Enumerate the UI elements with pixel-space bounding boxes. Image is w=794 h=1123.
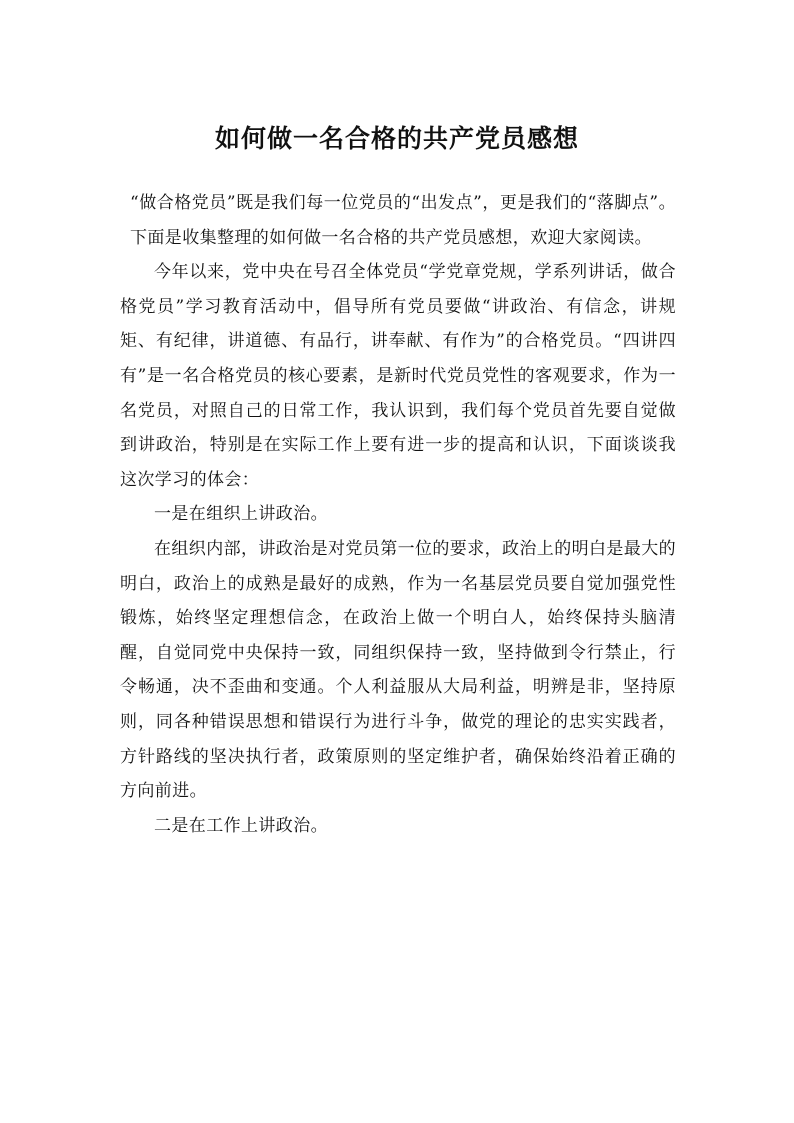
body-paragraph: 今年以来，党中央在号召全体党员“学党章党规，学系列讲话，做合格党员”学习教育活动中，倡导所有党员要做“讲政治、有信念，讲规矩、有纪律，讲道德、有品行，讲奉献、有作为”的合格党员。“四讲四有”是一名合格党员的核心要素，是新时代党员党性的客观要求，作为一名党员，对照自己的日常工作，我认识到，我们每个党员首先要自觉做到讲政治，特别是在实际工作上要有进一步的提高和认识，下面谈谈我这次学习的体会：: [120, 262, 676, 490]
section-heading-paragraph: 一是在组织上讲政治。: [154, 504, 328, 525]
intro-paragraph: “做合格党员”既是我们每一位党员的“出发点”，更是我们的“落脚点”。下面是收集整理的如何做一名合格的共产党员感想，欢迎大家阅读。: [130, 193, 676, 248]
section-heading-paragraph: 二是在工作上讲政治。: [154, 815, 328, 836]
body-paragraph: 在组织内部，讲政治是对党员第一位的要求，政治上的明白是最大的明白，政治上的成熟是最好的成熟，作为一名基层党员要自觉加强党性锻炼，始终坚定理想信念，在政治上做一个明白人，始终保持头脑清醒，自觉同党中央保持一致，同组织保持一致，坚持做到令行禁止，行令畅通，决不歪曲和变通。个人利益服从大局利益，明辨是非，坚持原则，同各种错误思想和错误行为进行斗争，做党的理论的忠实实践者，方针路线的坚决执行者，政策原则的坚定维护者，确保始终沿着正确的方向前进。: [120, 538, 676, 802]
document-body: [120, 186, 676, 843]
document-title: 如何做一名合格的共产党员感想: [214, 124, 579, 153]
